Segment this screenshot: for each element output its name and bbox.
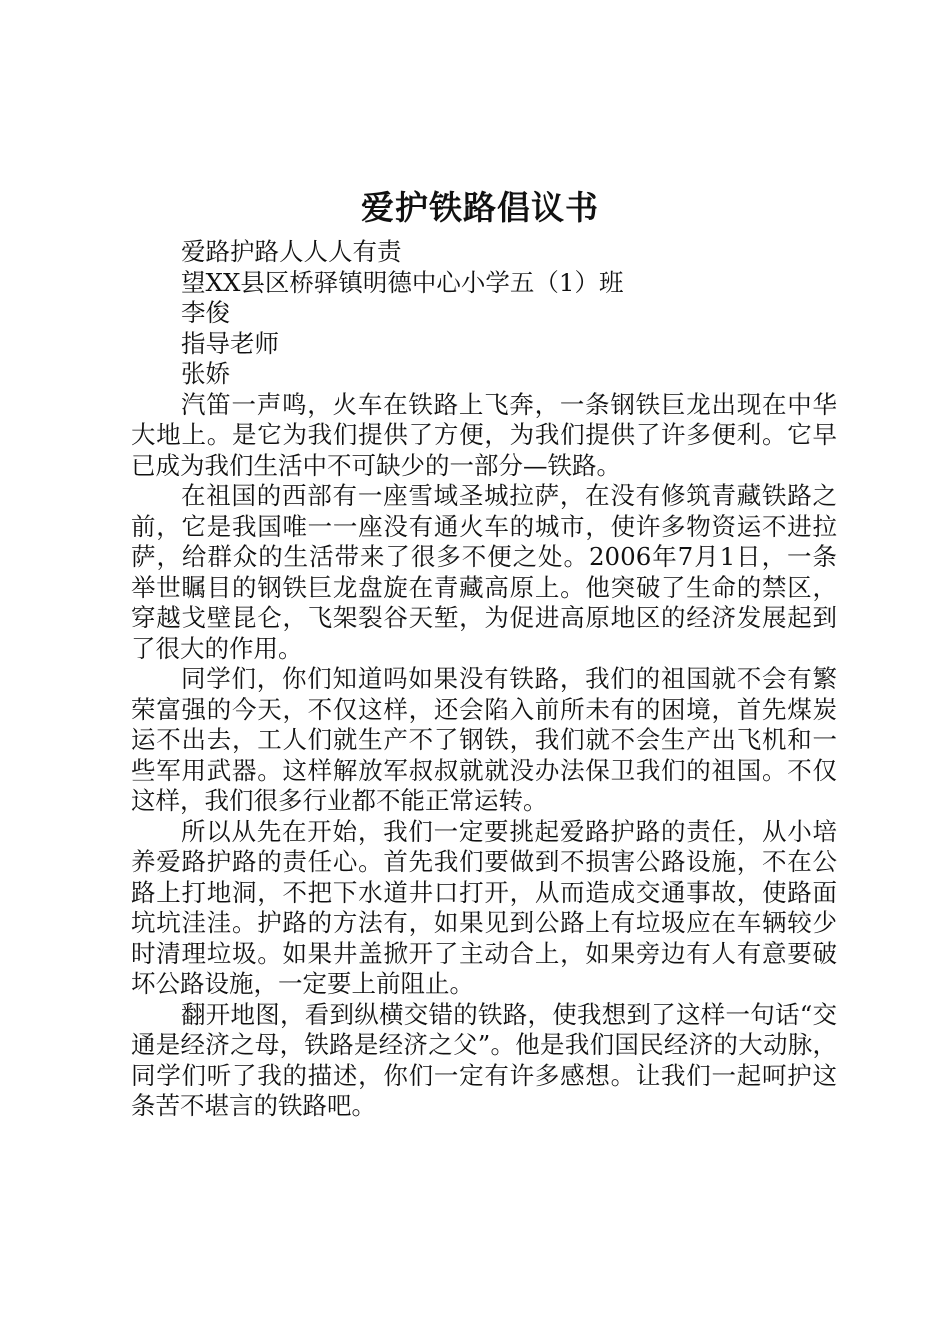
body-paragraph-5: 翻开地图，看到纵横交错的铁路，使我想到了这样一句话“交通是经济之母，铁路是经济之父”。他是我们国民经济的大动脉，同学们听了我的描述，你们一定有许多感想。让我们一起呵护这条苦不堪言的铁路吧。 [131, 999, 837, 1120]
body-paragraph-3: 同学们，你们知道吗如果没有铁路，我们的祖国就不会有繁荣富强的今天，不仅这样，还会陷入前所未有的困境，首先煤炭运不出去，工人们就生产不了钢铁，我们就不会生产出飞机和一些军用武器。这样解放军叔叔就就没办法保卫我们的祖国。不仅这样，我们很多行业都不能正常运转。 [131, 664, 837, 815]
document-title: 爱护铁路倡议书 [361, 188, 599, 227]
body-paragraph-4: 所以从先在开始，我们一定要挑起爱路护路的责任，从小培养爱路护路的责任心。首先我们要做到不损害公路设施，不在公路上打地洞，不把下水道井口打开，从而造成交通事故，使路面坑坑洼洼。护路的方法有，如果见到公路上有垃圾应在车辆较少时清理垃圾。如果井盖掀开了主动合上，如果旁边有人有意要破坏公路设施，一定要上前阻止。 [131, 816, 837, 998]
advisor-name: 张娇 [181, 359, 230, 388]
advisor-label: 指导老师 [181, 328, 279, 358]
body-paragraph-1: 汽笛一声鸣，火车在铁路上飞奔，一条钢铁巨龙出现在中华大地上。是它为我们提供了方便，为我们提供了许多便利。它早已成为我们生活中不可缺少的一部分—铁路。 [131, 389, 837, 480]
author-name: 李俊 [181, 298, 230, 327]
document-body [131, 237, 837, 1122]
subtitle-line: 爱路护路人人人有责 [181, 237, 402, 266]
body-paragraph-2: 在祖国的西部有一座雪域圣城拉萨，在没有修筑青藏铁路之前，它是我国唯一一座没有通火车的城市，使许多物资运不进拉萨，给群众的生活带来了很多不便之处。2006年7月1日，一条举世瞩目的钢铁巨龙盘旋在青藏高原上。他突破了生命的禁区，穿越戈壁昆仑，飞架裂谷天堑，为促进高原地区的经济发展起到了很大的作用。 [131, 481, 837, 663]
school-class-line: 望XX县区桥驿镇明德中心小学五（1）班 [181, 267, 624, 297]
